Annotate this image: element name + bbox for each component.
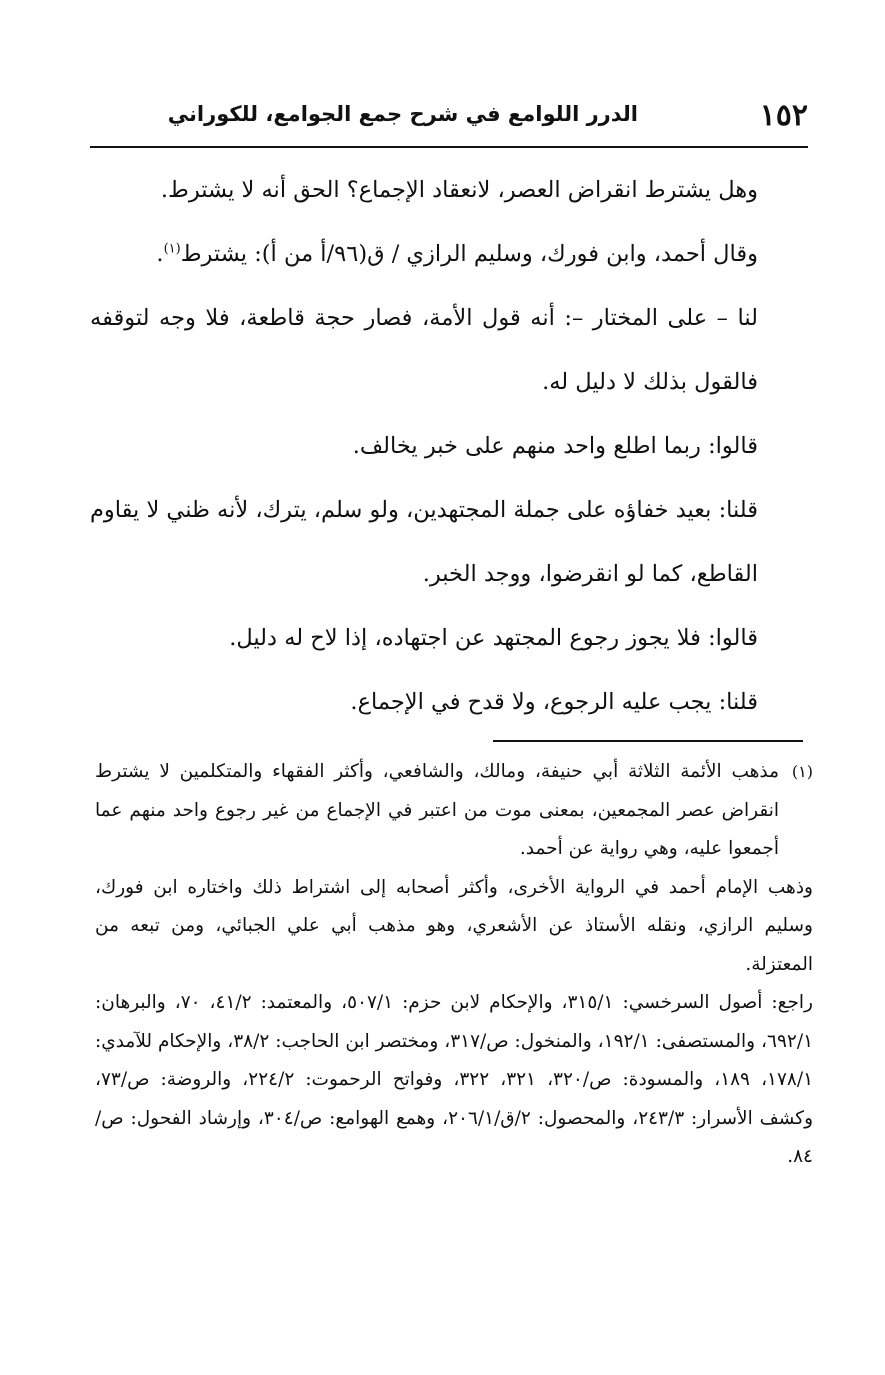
paragraph: قالوا: فلا يجوز رجوع المجتهد عن اجتهاده، إذا لاح له دليل. xyxy=(229,625,758,651)
paragraph: قلنا: يجب عليه الرجوع، ولا قدح في الإجماع. xyxy=(350,689,758,715)
paragraph-with-note: وقال أحمد، وابن فورك، وسليم الرازي / ق(٩٦/أ من أ): يشترط$^{(١)}$. xyxy=(156,241,758,267)
paragraph: وهل يشترط انقراض العصر، لانعقاد الإجماع؟ الحق أنه لا يشترط. xyxy=(160,177,758,203)
page-number: ١٥٢ xyxy=(759,98,808,133)
footnote-paragraph: وذهب الإمام أحمد في الرواية الأخرى، وأكثر أصحابه إلى اشتراط ذلك واختاره ابن فورك، وسليم الرازي، ونقله الأستاذ عن الأشعري، وهو مذهب أبي علي الجبائي، ومن تبعه من المعتزلة. xyxy=(95,876,813,975)
paragraph: قلنا: بعيد خفاؤه على جملة المجتهدين، ولو سلم، يترك، لأنه ظني لا يقاوم القاطع، كما لو انقرضوا، ووجد الخبر. xyxy=(90,497,758,587)
main-text xyxy=(90,158,808,734)
footnotes xyxy=(95,753,813,1177)
footnote-references: راجع: أصول السرخسي: ٣١٥/١، والإحكام لابن حزم: ٥٠٧/١، والمعتمد: ٤١/٢، ٧٠، والبرهان: ٦٩٢/١، والمستصفى: ١٩٢/١، والمنخول: ص/٣١٧، ومختصر ابن الحاجب: ٣٨/٢، والإحكام للآمدي: ١٧٨/١، ١٨٩، والمسودة: ص/٣٢٠، ٣٢١، ٣٢٢، وفواتح الرحموت: ٢٢٤/٢، والروضة: ص/٧٣، وكشف الأسرار: ٢٤٣/٣، والمحصول: ٢/ق/٢٠٦/١، وهمع الهوامع: ص/٣٠٤، وإرشاد الفحول: ص/٨٤. xyxy=(95,992,814,1167)
running-title: الدرر اللوامع في شرح جمع الجوامع، للكوراني xyxy=(167,102,638,126)
paragraph: لنا – على المختار –: أنه قول الأمة، فصار حجة قاطعة، فلا وجه لتوقفه فالقول بذلك لا دليل له. xyxy=(90,305,758,395)
page-header xyxy=(90,96,808,148)
footnote-1 xyxy=(95,753,813,869)
footnote-reference: (١) xyxy=(163,241,181,257)
paragraph: قالوا: ربما اطلع واحد منهم على خبر يخالف. xyxy=(352,433,758,459)
footnote-separator xyxy=(493,740,803,742)
paragraph-text: وقال أحمد، وابن فورك، وسليم الرازي / ق(٩٦/أ من أ): يشترط xyxy=(180,241,758,267)
footnote-paragraph: مذهب الأئمة الثلاثة أبي حنيفة، ومالك، والشافعي، وأكثر الفقهاء والمتكلمين لا يشترط انقراض عصر المجمعين، بمعنى موت من اعتبر في الإجماع من غير رجوع واحد منهم عما أجمعوا عليه، وهي رواية عن أحمد. xyxy=(95,761,779,859)
footnote-number: (١) xyxy=(791,762,813,781)
